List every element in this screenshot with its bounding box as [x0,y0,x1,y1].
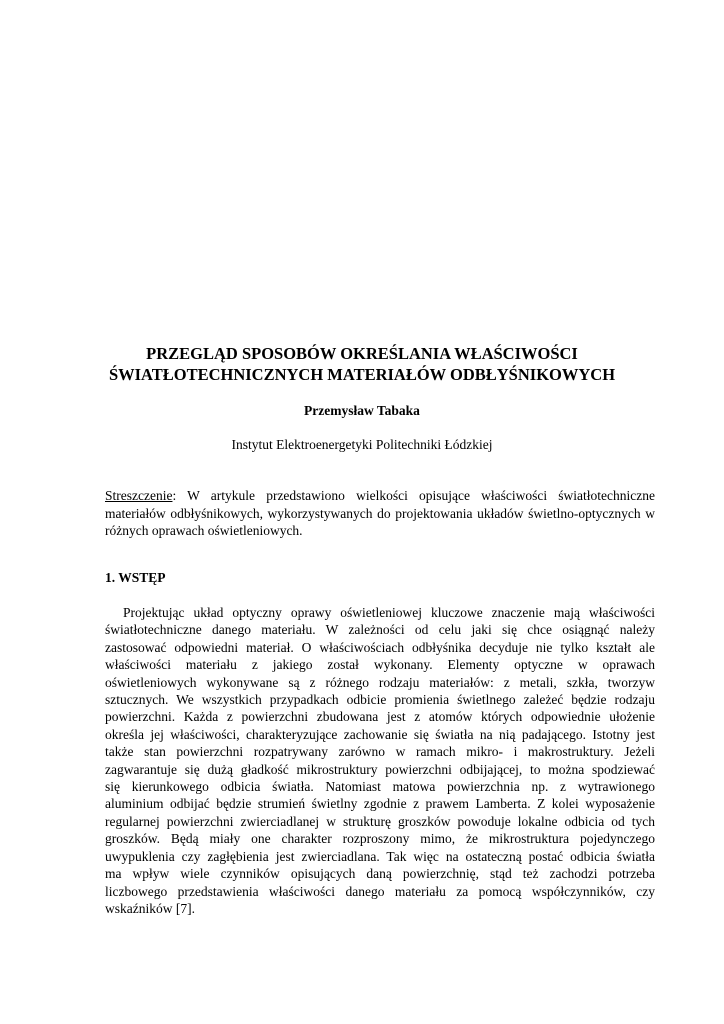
abstract-label: Streszczenie [105,488,173,503]
body-line: aluminium odbijać będzie strumień świetlny zgodnie z prawem Lamberta. Z kolei wyposażenie [105,796,655,812]
body-line: określa jej właściwości, charakteryzujące zachowanie się światła na nią padającego. Istotny jest [105,726,655,742]
title-line-1: PRZEGLĄD SPOSOBÓW OKREŚLANIA WŁAŚCIWOŚCI [146,344,578,363]
abstract-text: W artykule przedstawiono wielkości opisujące właściwości światłotechniczne materiałów odbłyśnikowych, wykorzystywanych do projektowania układów świetlno-optycznych w różnych oprawach oświetleniowych. [105,488,655,538]
abstract-separator: : [172,488,188,503]
body-line: Projektując układ optyczny oprawy oświetleniowej kluczowe znaczenie mają właściwości [123,605,655,620]
body-line: oświetleniowych wykonywane są z różnego rodzaju materiałów: z metali, szkła, tworzyw [105,674,655,690]
section-heading: 1. WSTĘP [105,570,166,585]
body-line: uwypuklenia czy zagłębienia jest zwierciadlana. Tak więc na ostateczną postać odbicia światła [105,848,655,864]
body-line: właściwości materiału z jakiego został wykonany. Elementy optyczne w oprawach [105,657,655,673]
title-line-2: ŚWIATŁOTECHNICZNYCH MATERIAŁÓW ODBŁYŚNIKOWYCH [108,365,616,384]
body-line: światłotechniczne danego materiału. W zależności od celu jaki się chce osiągnąć należy [105,622,655,638]
body-line: sztucznych. We wszystkich przypadkach odbicie promienia świetlnego zależeć będzie rodzaju [105,692,655,708]
body-line: także stan powierzchni rozpatrywany zarówno w ramach mikro- i makrostruktury. Jeżeli [105,744,655,760]
body-line: zagwarantuje się dużą gładkość mikrostruktury powierzchni odbijającej, to można spodziewać [105,761,655,777]
body-line: zastosować odpowiedni materiał. O właściwościach odbłyśnika decyduje nie tylko kształt ale [105,639,655,655]
section-body [105,604,655,917]
abstract [105,487,655,540]
body-line: regularnej powierzchni zwierciadlanej w strukturę groszków powoduje lokalne odbicia od tych [105,813,655,829]
author-affiliation: Instytut Elektroenergetyki Politechniki Łódzkiej [231,437,493,452]
body-line: powierzchni. Każda z powierzchni zbudowana jest z atomów których odpowiednie ułożenie [105,709,655,725]
paper-title [60,343,664,385]
body-line: ma wpływ wiele czynników opisujących daną powierzchnię, stąd też zachodzi potrzeba [105,866,655,882]
author-name: Przemysław Tabaka [304,403,420,418]
body-line: się kierunkowego odbicia światła. Natomiast matowa powierzchnia np. z wytrawionego [105,779,655,795]
body-line: groszków. Będą miały one charakter rozproszony mimo, że mikrostruktura pojedynczego [105,831,655,847]
body-line: liczbowego przedstawienia właściwości danego materiału za pomocą współczynników, czy [105,883,655,899]
body-line: wskaźników [7]. [105,900,195,916]
